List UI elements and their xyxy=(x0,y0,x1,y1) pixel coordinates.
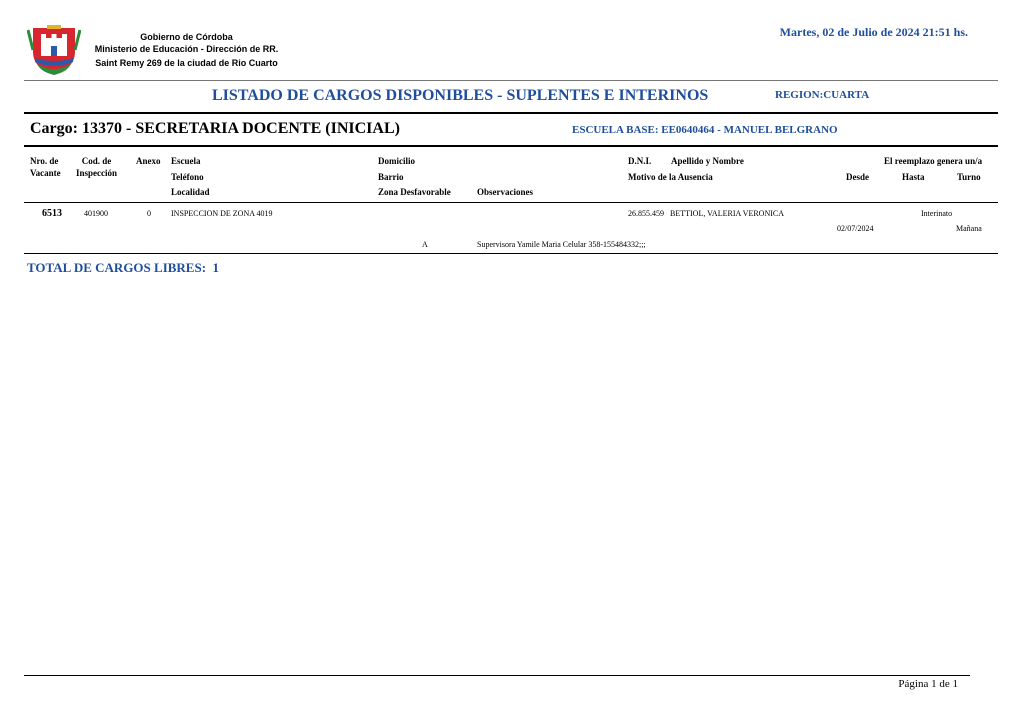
col-domicilio: Domicilio xyxy=(378,156,415,166)
title-rule xyxy=(24,112,998,114)
org-name: Gobierno de Córdoba xyxy=(140,32,233,42)
cargo-title: Cargo: 13370 - SECRETARIA DOCENTE (INICIAL) xyxy=(30,120,400,137)
row-reemplazo: Interinato xyxy=(921,209,953,218)
col-anexo: Anexo xyxy=(136,156,161,166)
footer-rule xyxy=(24,675,970,676)
cargo-rule xyxy=(24,145,998,147)
col-nro-vacante: Nro. de Vacante xyxy=(30,156,61,178)
row-apellido-nombre: BETTIOL, VALERIA VERONICA xyxy=(670,209,784,218)
report-title: LISTADO DE CARGOS DISPONIBLES - SUPLENTES E INTERINOS xyxy=(212,87,709,104)
col-cod-inspeccion: Cod. de Inspección xyxy=(76,156,118,178)
row-zona: A xyxy=(422,240,428,249)
col-barrio: Barrio xyxy=(378,172,404,182)
row-turno: Mañana xyxy=(956,224,982,233)
col-reemplazo: El reemplazo genera un/a xyxy=(884,156,983,166)
col-motivo-ausencia: Motivo de la Ausencia xyxy=(628,172,713,182)
escuela-base: ESCUELA BASE: EE0640464 - MANUEL BELGRANO xyxy=(572,124,838,136)
col-observaciones: Observaciones xyxy=(477,187,533,197)
col-zona-desfavorable: Zona Desfavorable xyxy=(378,187,451,197)
col-apellido-nombre: Apellido y Nombre xyxy=(671,156,744,166)
col-hasta: Hasta xyxy=(902,172,925,182)
col-dni: D.N.I. xyxy=(628,156,652,166)
header-divider xyxy=(24,80,998,81)
row-dni: 26.855.459 xyxy=(628,209,664,218)
row-anexo: 0 xyxy=(147,209,151,218)
col-telefono: Teléfono xyxy=(171,172,204,182)
report-datetime: Martes, 02 de Julio de 2024 21:51 hs. xyxy=(779,25,968,39)
col-desde: Desde xyxy=(846,172,869,182)
coat-of-arms-logo xyxy=(27,24,81,78)
org-ministry: Ministerio de Educación - Dirección de RR. xyxy=(94,44,279,54)
row-observaciones: Supervisora Yamile Maria Celular 358-155484332;;; xyxy=(477,240,646,249)
col-escuela: Escuela xyxy=(171,156,201,166)
region-label: REGION:CUARTA xyxy=(775,89,870,101)
row-desde: 02/07/2024 xyxy=(837,224,874,233)
table-row xyxy=(0,203,1024,253)
row-escuela: INSPECCION DE ZONA 4019 xyxy=(171,209,273,218)
col-localidad: Localidad xyxy=(171,187,210,197)
row-nro-vacante: 6513 xyxy=(42,208,62,219)
col-turno: Turno xyxy=(957,172,981,182)
row-rule xyxy=(24,253,998,254)
page-number: Página 1 de 1 xyxy=(898,678,958,690)
row-cod-inspeccion: 401900 xyxy=(84,209,108,218)
total-cargos: TOTAL DE CARGOS LIBRES: 1 xyxy=(27,260,220,275)
org-address: Saint Remy 269 de la ciudad de Rio Cuarto xyxy=(95,58,278,68)
